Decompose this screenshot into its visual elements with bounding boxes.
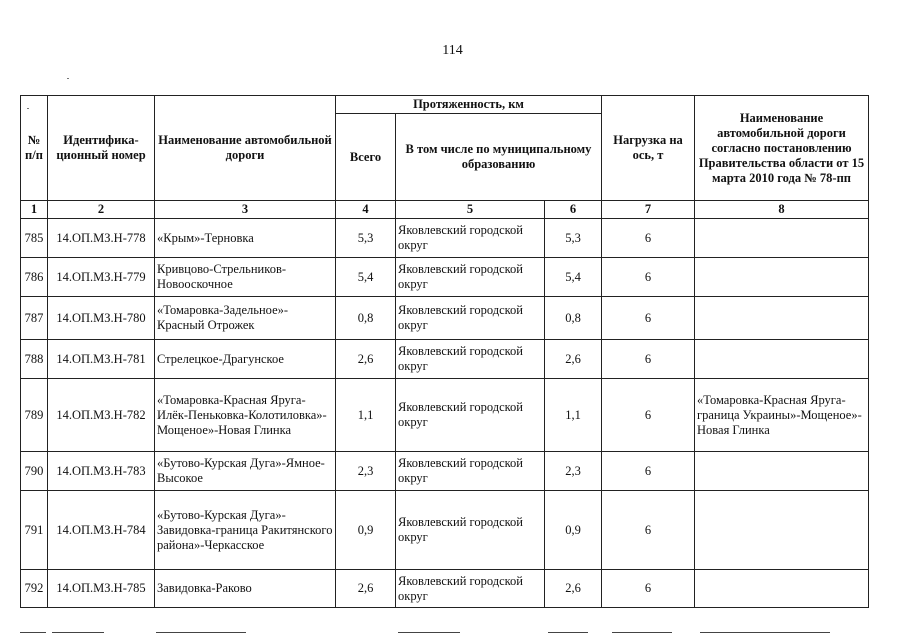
row-axle-load: 6 — [602, 258, 695, 297]
row-number: 785 — [21, 219, 48, 258]
roads-table — [20, 95, 869, 608]
table-body — [21, 219, 869, 608]
row-municipality: Яковлевский городской округ — [396, 570, 545, 608]
row-axle-load: 6 — [602, 491, 695, 570]
continuation-line — [700, 632, 830, 633]
row-resolution-name: «Томаровка-Красная Яруга-граница Украины»-Мощеное»-Новая Глинка — [695, 379, 869, 452]
header-name: Наименование автомобильной дороги — [155, 96, 336, 201]
column-number: 7 — [602, 201, 695, 219]
table-row — [21, 491, 869, 570]
row-municipality: Яковлевский городской округ — [396, 491, 545, 570]
row-id: 14.ОП.МЗ.Н-781 — [48, 340, 155, 379]
row-resolution-name — [695, 219, 869, 258]
header-resolution-name: Наименование автомобильной дороги согласно постановлению Правительства области от 15 марта 2010 года № 78-пп — [695, 96, 869, 201]
row-municipality: Яковлевский городской округ — [396, 452, 545, 491]
row-id: 14.ОП.МЗ.Н-780 — [48, 297, 155, 340]
continuation-line — [20, 632, 46, 633]
row-axle-load: 6 — [602, 340, 695, 379]
row-municipality-km: 2,6 — [545, 570, 602, 608]
row-id: 14.ОП.МЗ.Н-784 — [48, 491, 155, 570]
continuation-line — [52, 632, 104, 633]
table-row — [21, 340, 869, 379]
row-municipality-km: 2,3 — [545, 452, 602, 491]
row-number: 787 — [21, 297, 48, 340]
column-number: 4 — [336, 201, 396, 219]
table-row — [21, 297, 869, 340]
row-total: 2,3 — [336, 452, 396, 491]
row-id: 14.ОП.МЗ.Н-782 — [48, 379, 155, 452]
row-resolution-name — [695, 340, 869, 379]
row-total: 1,1 — [336, 379, 396, 452]
row-municipality: Яковлевский городской округ — [396, 340, 545, 379]
row-resolution-name — [695, 297, 869, 340]
row-number: 790 — [21, 452, 48, 491]
row-municipality-km: 0,8 — [545, 297, 602, 340]
column-number: 2 — [48, 201, 155, 219]
row-id: 14.ОП.МЗ.Н-783 — [48, 452, 155, 491]
row-total: 2,6 — [336, 340, 396, 379]
row-number: 789 — [21, 379, 48, 452]
row-municipality: Яковлевский городской округ — [396, 379, 545, 452]
row-id: 14.ОП.МЗ.Н-779 — [48, 258, 155, 297]
continuation-line — [398, 632, 460, 633]
column-number: 8 — [695, 201, 869, 219]
row-resolution-name — [695, 491, 869, 570]
table-row — [21, 570, 869, 608]
table-row — [21, 219, 869, 258]
row-resolution-name — [695, 570, 869, 608]
row-number: 791 — [21, 491, 48, 570]
row-municipality: Яковлевский городской округ — [396, 219, 545, 258]
row-total: 2,6 — [336, 570, 396, 608]
header-total: Всего — [336, 114, 396, 201]
row-road-name: Кривцово-Стрельников-Новооскочное — [155, 258, 336, 297]
row-road-name: «Бутово-Курская Дуга»-Ямное-Высокое — [155, 452, 336, 491]
column-number-row — [21, 201, 869, 219]
column-number: 3 — [155, 201, 336, 219]
row-resolution-name — [695, 258, 869, 297]
row-municipality-km: 5,4 — [545, 258, 602, 297]
row-total: 0,8 — [336, 297, 396, 340]
header-incl: В том числе по муниципальному образованию — [396, 114, 602, 201]
row-axle-load: 6 — [602, 297, 695, 340]
page-number: 114 — [442, 43, 463, 58]
row-road-name: «Бутово-Курская Дуга»-Завидовка-граница Ракитянского района»-Черкасское — [155, 491, 336, 570]
column-number: 6 — [545, 201, 602, 219]
row-municipality-km: 0,9 — [545, 491, 602, 570]
row-axle-load: 6 — [602, 219, 695, 258]
row-id: 14.ОП.МЗ.Н-778 — [48, 219, 155, 258]
table-row — [21, 379, 869, 452]
row-total: 5,3 — [336, 219, 396, 258]
row-municipality: Яковлевский городской округ — [396, 258, 545, 297]
row-road-name: «Крым»-Терновка — [155, 219, 336, 258]
header-length-group: Протяженность, км — [336, 96, 602, 114]
row-municipality-km: 2,6 — [545, 340, 602, 379]
row-municipality-km: 5,3 — [545, 219, 602, 258]
row-axle-load: 6 — [602, 570, 695, 608]
header-id: Идентифика-ционный номер — [48, 96, 155, 201]
row-number: 792 — [21, 570, 48, 608]
table-row — [21, 258, 869, 297]
row-number: 786 — [21, 258, 48, 297]
continuation-line — [156, 632, 246, 633]
row-axle-load: 6 — [602, 379, 695, 452]
row-total: 5,4 — [336, 258, 396, 297]
row-number: 788 — [21, 340, 48, 379]
row-road-name: Завидовка-Раково — [155, 570, 336, 608]
header-num: № п/п — [21, 96, 48, 201]
row-resolution-name — [695, 452, 869, 491]
header-load: Нагрузка на ось, т — [602, 96, 695, 201]
continuation-line — [612, 632, 672, 633]
column-number: 1 — [21, 201, 48, 219]
row-id: 14.ОП.МЗ.Н-785 — [48, 570, 155, 608]
table-header — [21, 96, 869, 219]
row-road-name: «Томаровка-Задельное»-Красный Отрожек — [155, 297, 336, 340]
row-municipality: Яковлевский городской округ — [396, 297, 545, 340]
scan-speck — [67, 78, 69, 79]
table-row — [21, 452, 869, 491]
row-total: 0,9 — [336, 491, 396, 570]
row-road-name: «Томаровка-Красная Яруга-Илёк-Пеньковка-Колотиловка»-Мощеное»-Новая Глинка — [155, 379, 336, 452]
row-road-name: Стрелецкое-Драгунское — [155, 340, 336, 379]
column-number: 5 — [396, 201, 545, 219]
row-municipality-km: 1,1 — [545, 379, 602, 452]
continuation-line — [548, 632, 588, 633]
row-axle-load: 6 — [602, 452, 695, 491]
